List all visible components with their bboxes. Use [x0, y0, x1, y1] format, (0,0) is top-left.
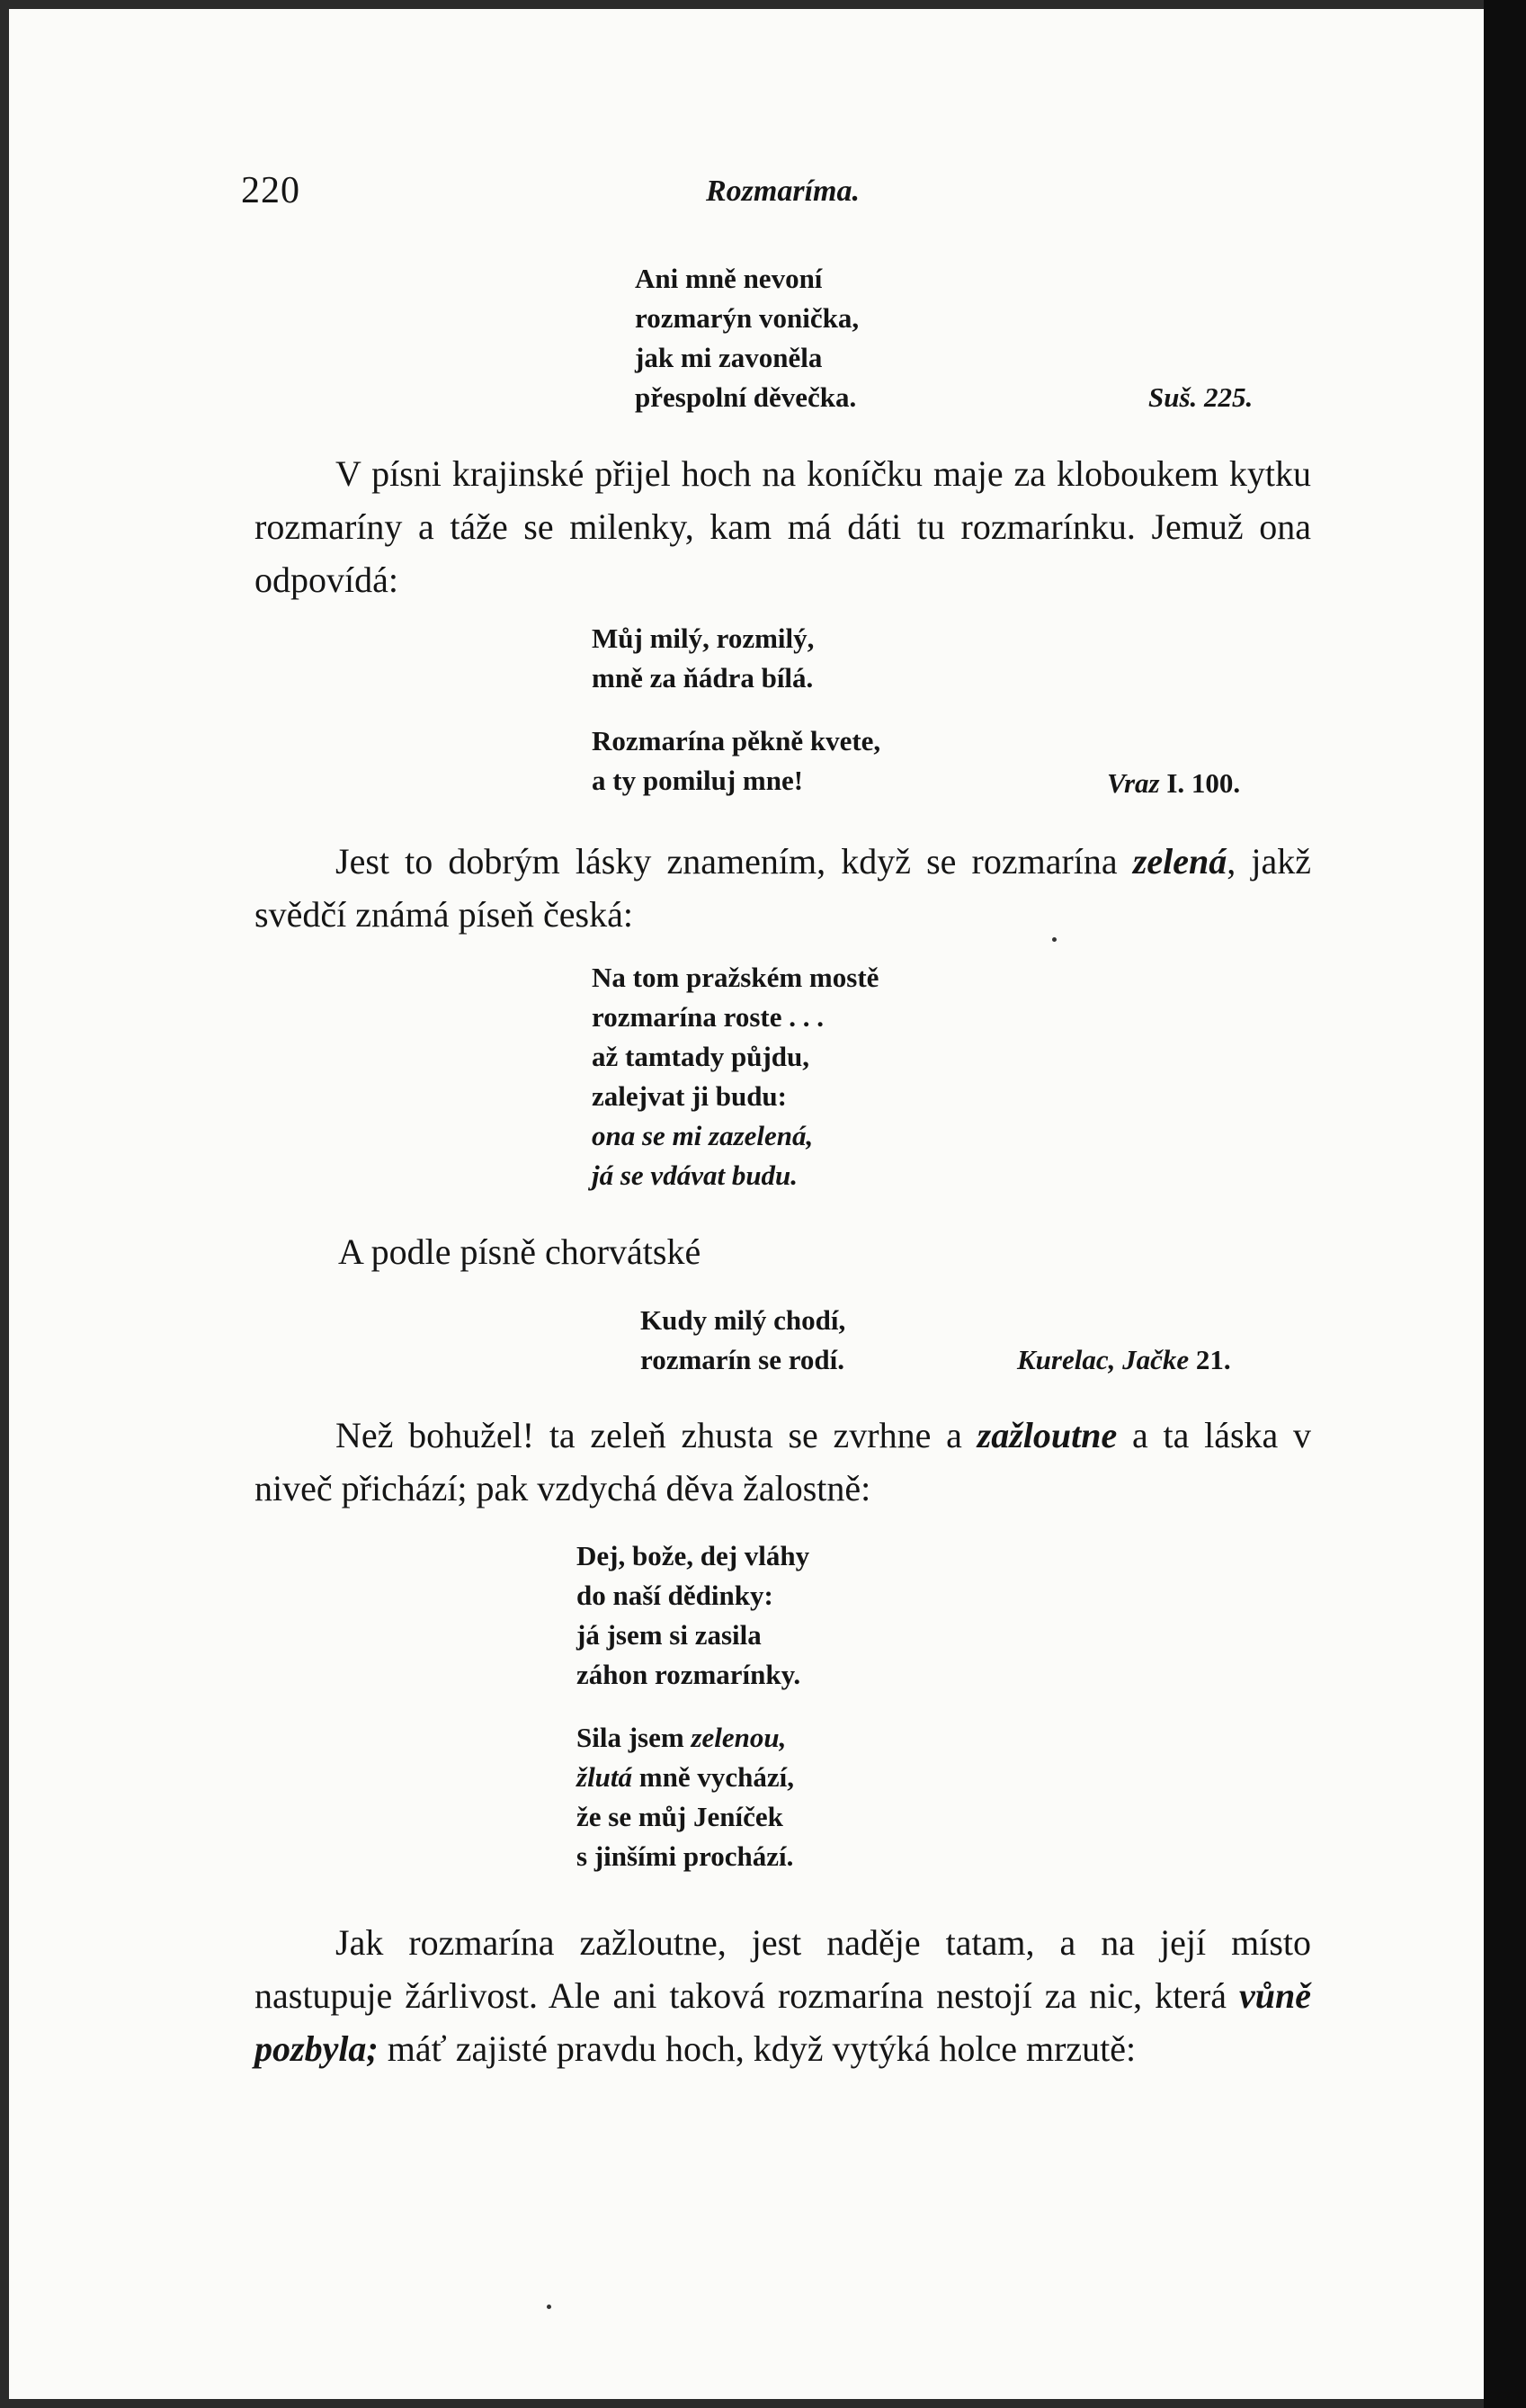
verse-emphasis: zelenou, — [691, 1722, 787, 1753]
verse-line: do naší dědinky: — [576, 1580, 773, 1611]
verse-line: rozmarín se rodí. — [640, 1344, 845, 1375]
paragraph-text: V písni krajinské přijel hoch na koníčku maje za kloboukem kytku rozmaríny a táže se milenky, kam má dáti tu rozmarínku. Jemuž ona odpovídá: — [254, 453, 1311, 600]
verse-line: a ty pomiluj mne! — [592, 765, 804, 796]
verse-line: rozmarína roste . . . — [592, 1001, 824, 1033]
print-speck — [547, 2305, 551, 2309]
verse-3 — [592, 958, 879, 1195]
paragraph-emphasis: zelená — [1132, 841, 1227, 882]
verse-emphasis: žlutá — [576, 1761, 633, 1793]
verse-line: přespolní děvečka. — [635, 381, 857, 413]
citation-2 — [1107, 767, 1240, 800]
verse-line: až tamtady půjdu, — [592, 1041, 810, 1072]
paragraph-text: A podle písně chorvátské — [338, 1231, 701, 1272]
scan-gutter — [1484, 0, 1526, 2408]
paragraph-1 — [254, 447, 1311, 606]
verse-text: mně vychází, — [638, 1761, 794, 1793]
citation-ref: I. 100. — [1166, 767, 1241, 799]
paragraph-text: Jest to dobrým lásky znamením, když se rozmarína — [335, 841, 1118, 882]
citation-author: Kurelac, Jačke — [1017, 1344, 1190, 1375]
citation-1 — [1148, 381, 1253, 414]
verse-line: Rozmarína pěkně kvete, — [592, 725, 881, 756]
paragraph-text: Než bohužel! ta zeleň zhusta se zvrhne a — [335, 1415, 962, 1455]
verse-line: mně za ňádra bílá. — [592, 662, 814, 694]
page-number: 220 — [241, 170, 300, 211]
verse-line: Ani mně nevoní — [635, 263, 823, 294]
verse-line: Na tom pražském mostě — [592, 962, 879, 993]
paragraph-text: Jak rozmarína zažloutne, jest naděje tatam, a na její místo nastupuje žárlivost. Ale ani taková rozmarína nestojí za nic, která — [254, 1922, 1311, 2016]
paragraph-2 — [254, 835, 1311, 941]
citation-ref: 21. — [1195, 1344, 1231, 1375]
verse-text: Sila jsem — [576, 1722, 684, 1753]
verse-line: že se můj Jeníček — [576, 1801, 783, 1832]
paragraph-text: máť zajisté pravdu hoch, když vytýká holce mrzutě: — [387, 2028, 1137, 2069]
paragraph-3 — [254, 1225, 1311, 1278]
running-title: Rozmaríma. — [706, 175, 860, 208]
citation-4 — [1017, 1344, 1231, 1376]
citation-author: Vraz — [1107, 767, 1160, 799]
paragraph-emphasis: vůně pozbyla; — [254, 1975, 1311, 2069]
citation-text: Suš. 225. — [1148, 381, 1254, 413]
verse-line: Můj milý, rozmilý, — [592, 622, 815, 654]
verse-1 — [635, 259, 859, 417]
verse-line: já se vdávat budu. — [592, 1159, 799, 1191]
verse-line: jak mi zavoněla — [635, 342, 823, 373]
verse-line — [576, 1758, 809, 1797]
verse-line: Dej, bože, dej vláhy — [576, 1540, 810, 1571]
verse-4 — [640, 1301, 845, 1380]
paragraph-text: , jakž svědčí známá píseň česká: — [254, 841, 1312, 935]
paragraph-5 — [254, 1916, 1311, 2075]
verse-line: záhon rozmarínky. — [576, 1659, 801, 1690]
verse-line: rozmarýn vonička, — [635, 302, 860, 334]
verse-line: Kudy milý chodí, — [640, 1304, 846, 1336]
page-header — [241, 169, 1293, 223]
verse-2 — [592, 619, 880, 801]
verse-5 — [576, 1536, 809, 1876]
paragraph-4 — [254, 1409, 1311, 1515]
paragraph-text: a ta láska v niveč přichází; pak vzdychá děva žalostně: — [254, 1415, 1312, 1508]
verse-line: zalejvat ji budu: — [592, 1080, 787, 1112]
verse-line: ona se mi zazelená, — [592, 1120, 814, 1151]
print-speck — [1052, 937, 1057, 942]
paragraph-emphasis: zažloutne — [977, 1415, 1118, 1455]
verse-line — [576, 1718, 809, 1758]
verse-line: s jinšími prochází. — [576, 1840, 794, 1872]
verse-line: já jsem si zasila — [576, 1619, 762, 1651]
